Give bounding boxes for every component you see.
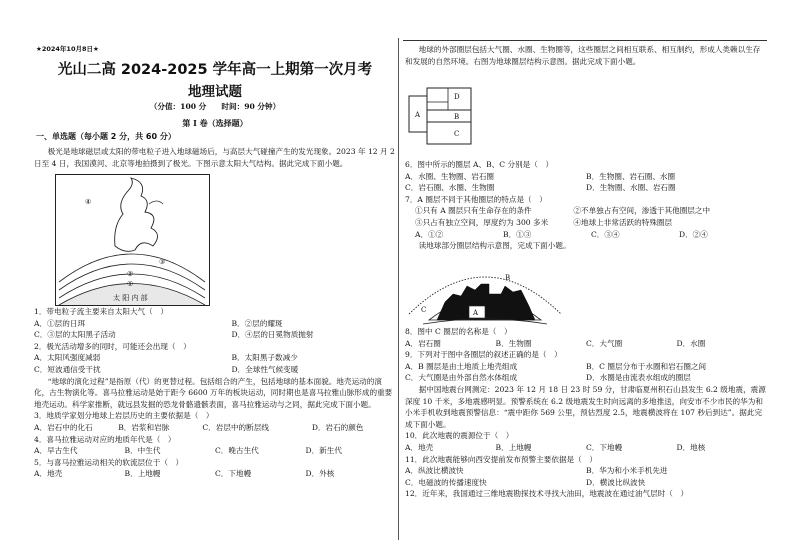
q11-option-c[interactable]: C．电磁波的传播速度快 (405, 477, 487, 487)
earth-sphere-diagram (405, 254, 565, 326)
q3-option-c[interactable]: C．岩层中的断层线 (202, 422, 269, 432)
q7-item-4: ④地球上非常活跃的特殊圈层 (573, 217, 673, 227)
q7-option-a[interactable]: A．①② (415, 229, 444, 239)
volume-heading: 第 I 卷（选择题） (182, 118, 248, 128)
diagram-label-interior: 太 阳 内 部 (113, 294, 148, 302)
q8-option-d[interactable]: D．水圈 (676, 338, 706, 348)
q10-option-a[interactable]: A．地壳 (405, 442, 434, 452)
q7-option-c[interactable]: C．③④ (591, 229, 620, 239)
diagram-label-1: ① (127, 280, 134, 288)
question-1: 1．带电粒子流主要来自太阳大气（ ） (34, 307, 168, 316)
question-5: 5．与喜马拉雅运动相关的软流层位于（ ） (34, 457, 184, 467)
question-4: 4．喜马拉雅运动对应的地质年代是（ ） (34, 434, 176, 444)
q7-option-d[interactable]: D．②④ (679, 229, 708, 239)
q4-option-b[interactable]: B．中生代 (124, 446, 161, 456)
q5-option-b[interactable]: B．上地幔 (124, 469, 161, 479)
q2-option-c[interactable]: C．短波通信受干扰 (34, 364, 101, 374)
left-column (34, 146, 396, 169)
top-rule (403, 40, 767, 41)
q9-option-d[interactable]: D．水圈是由流表水组成的圈层 (586, 373, 691, 383)
question-3: 3．地质学家划分地球上岩层历史的主要依据是（ ） (34, 411, 214, 421)
right-questions-a (405, 159, 767, 252)
q5-option-d[interactable]: D．外核 (305, 469, 335, 479)
q4-option-d[interactable]: D．新生代 (305, 446, 342, 456)
box-label-d: D (454, 93, 460, 101)
q7-option-b[interactable]: B．①③ (503, 229, 532, 239)
q11-option-a[interactable]: A．纵波比横波快 (405, 466, 464, 476)
q9-option-c[interactable]: C．大气圈是由外部自然水体组成 (405, 373, 518, 383)
question-10: 10．此次地震的震源位于（ ） (405, 431, 514, 441)
q3-option-d[interactable]: D．岩石的颜色 (311, 422, 364, 432)
left-questions (34, 306, 396, 480)
q6-option-d[interactable]: D．生物圈、水圈、岩石圈 (586, 183, 676, 193)
box-label-b: B (454, 113, 460, 121)
section-heading: 一、单选题（每小题 2 分，共 60 分） (36, 132, 176, 141)
q2-option-b[interactable]: B．太阳黑子数减少 (231, 353, 298, 363)
q9-option-b[interactable]: B．C 圈层分布于水圈和岩石圈之间 (586, 361, 707, 371)
q1-option-c[interactable]: C．③层的太阳黑子活动 (34, 330, 116, 340)
q9-option-a[interactable]: A．B 圈层是由土地质上地壳组成 (405, 361, 518, 371)
q7-item-2: ②不单独占有空间，渗透于其他圈层之中 (573, 206, 711, 216)
q8-option-c[interactable]: C．大气圈 (586, 338, 623, 348)
passage-1: 极光是地球磁层或太阳的带电粒子进入地球磁场后，与高层大气碰撞产生的发光现象。2023 年 12 月 2 日至 4 日，我国漠河、北京等地拍摄到了极光。下图示意太阳大气结构。据此完成下面小题。 (34, 147, 395, 168)
question-8: 8．图中 C 圈层的名称是（ ） (405, 327, 512, 336)
passage-2: “地球的演化过程”是指原（代）的更替过程。包括组合的产生，包括地球的基本面貌。地壳运动的演化，古生物演化等。喜马拉雅运动是始于距今 6600 万年的板块运动，同时期也是喜马拉雅山脉形成的重要地壳运动。科学家推断，就远县发掘的恐龙骨骼遗骸表面，喜马拉雅运动与之同，据此完成下面小题。 (34, 376, 393, 409)
exam-meta: （分值：100 分 时间：90 分钟） (149, 102, 281, 111)
page-subtitle: 地理试题 (188, 84, 242, 100)
q10-option-b[interactable]: B．上地幔 (495, 442, 532, 452)
q4-option-c[interactable]: C．晚古生代 (215, 446, 259, 456)
box-label-c: C (454, 130, 460, 138)
right-intro-block (405, 44, 767, 67)
right-questions-b (405, 326, 767, 500)
q6-option-a[interactable]: A．水圈、生物圈、岩石圈 (405, 171, 495, 181)
q10-option-d[interactable]: D．地核 (676, 442, 706, 452)
question-7: 7．A 圈层不同于其他圈层的特点是（ ） (405, 194, 547, 204)
diagram-label-2: ② (127, 270, 134, 278)
page-title: 光山二高 2024-2025 学年高一上期第一次月考 (57, 62, 373, 78)
q10-option-c[interactable]: C．下地幔 (586, 442, 623, 452)
q1-option-d[interactable]: D．④层的日冕物质抛射 (231, 330, 314, 340)
earth-label-b: B (505, 274, 511, 282)
q5-option-c[interactable]: C．下地幔 (215, 469, 252, 479)
page-date: ★2024年10月8日★ (36, 45, 99, 53)
q4-option-a[interactable]: A．早古生代 (34, 446, 78, 456)
diagram-label-3: ③ (159, 258, 166, 266)
q7-item-3: ③只占有独立空间，厚度约为 300 多米 (415, 217, 549, 227)
q3-option-b[interactable]: B．岩浆和岩脉 (118, 422, 170, 432)
question-9: 9．下列对于图中各圈层的叙述正确的是（ ） (405, 350, 562, 360)
q11-option-d[interactable]: D．横波比纵波快 (586, 477, 646, 487)
q8-option-a[interactable]: A．岩石圈 (405, 338, 441, 348)
q6-option-c[interactable]: C．岩石圈、水圈、生物圈 (405, 183, 495, 193)
q5-option-a[interactable]: A．地壳 (34, 469, 63, 479)
q2-option-d[interactable]: D．全球性气候变暖 (231, 364, 299, 374)
earth-label-a: A (473, 309, 479, 317)
column-divider (398, 38, 399, 540)
sun-atmosphere-diagram (55, 174, 210, 306)
q1-option-b[interactable]: B．②层的耀斑 (231, 318, 283, 328)
question-11: 11．此次地震能够向西安提前发布预警主要依据是（ ） (405, 454, 597, 464)
q6-option-b[interactable]: B．生物圈、岩石圈、水圈 (586, 171, 676, 181)
q7-item-1: ①只有 A 圈层只有生命存在的条件 (415, 206, 532, 216)
q3-option-a[interactable]: A．岩石中的化石 (34, 422, 93, 432)
passage-5: 据中国地震台网测定：2023 年 12 月 18 日 23 时 59 分，甘肃临夏州积石山县发生 6.2 级地震，震源深度 10 千米，多地震感明显。预警系统在 6.2 级地震发生时向远离的多地推送，向安市不少市民的华为和小米手机收到地震预警信息：“震中距你 569 公里，预估烈度 2.5，地震横波将在 107 秒后到达”。据此完成下面小题。 (405, 384, 766, 429)
box-label-a: A (415, 111, 421, 119)
q8-option-b[interactable]: B．生物圈 (495, 338, 532, 348)
q1-option-a[interactable]: A．①层的日珥 (34, 318, 86, 328)
q2-option-a[interactable]: A．太阳风强度减弱 (34, 353, 101, 363)
passage-4: 读地球部分圈层结构示意图，完成下面小题。 (418, 241, 571, 251)
question-2: 2．极光活动增多的同时，可能还会出现（ ） (34, 341, 191, 351)
question-6: 6．图中所示的圈层 A、B、C 分别是（ ） (405, 160, 554, 169)
q11-option-b[interactable]: B．华为和小米手机先进 (586, 466, 668, 476)
passage-3: 地球的外部圈层包括大气圈、水圈、生物圈等，这些圈层之间相互联系、相互制约，形成人类赖以生存和发展的自然环境。右图为地球圈层结构示意图。据此完成下面小题。 (405, 45, 761, 66)
diagram-label-4: ④ (85, 198, 92, 206)
sphere-box-diagram (408, 84, 472, 146)
earth-label-c: C (421, 306, 427, 314)
question-12: 12．近年来，我国通过三维地震勘探技术寻找大油田，地震波在通过油气层时（ ） (405, 489, 689, 499)
